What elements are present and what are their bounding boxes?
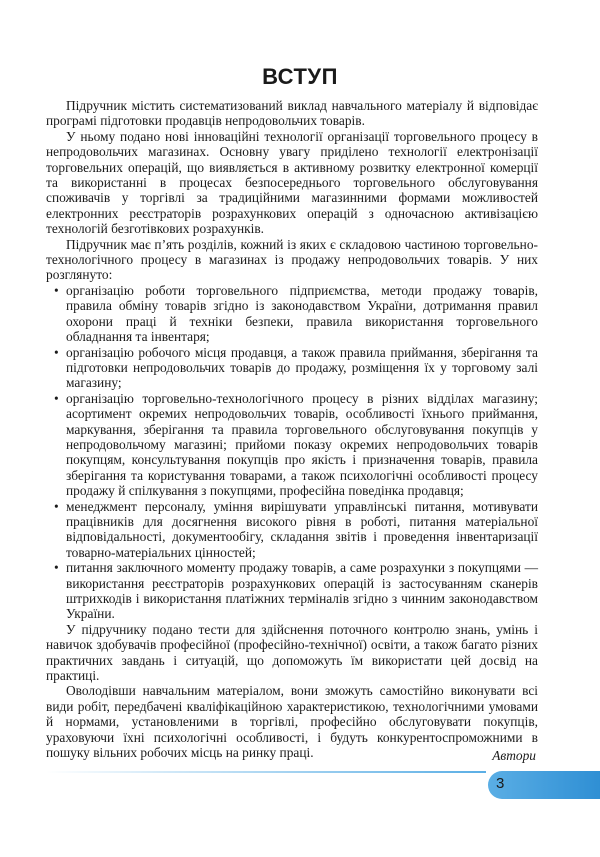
page-title: ВСТУП [262,64,338,89]
paragraph-closing-1: У підручнику подано тести для здійснення поточного контролю знань, умінь і навичок здобувачів професійної (професійно-технічної) освіти, а також багато різних практичних завдань і ситуацій, що допоможуть їм використати цей досвід на практиці. [46,621,538,684]
page-number-tab [488,771,600,799]
paragraph-intro-3: Підручник має п’ять розділів, кожний із яких є складовою частиною торговельно-технологічного процесу в магазинах із продажу непродовольчих товарів. У них розглянуто: [46,236,538,283]
topics-list [46,283,538,622]
footer-rule [46,771,486,773]
signature: Автори [492,748,536,763]
paragraph-intro-1: Підручник містить систематизований виклад навчального матеріалу й відповідає програмі підготовки продавців непродовольчих товарів. [46,98,538,129]
list-item: • організацію робочого місця продавця, а також правила приймання, зберігання та підготовки непродовольчих товарів до продажу, розміщення їх у торговому залі магазину; [46,345,538,391]
paragraph-closing-2: Оволодівши навчальним матеріалом, вони зможуть самостійно виконувати всі види робіт, передбачені кваліфікаційною характеристикою, технологічними умовами й нормами, установленими в торгівлі, професійно обслуговувати покупців, ураховуючи їхні психологічні особливості, і будуть конкурентоспроможними в пошуку вільних робочих місць на ринку праці. [46,683,538,761]
list-item: • організацію торговельно-технологічного процесу в різних відділах магазину; асортимент окремих непродовольчих товарів, особливості їхнього приймання, маркування, зберігання та правила торговельного обслуговування покупців у непродовольчому магазині; прийоми показу окремих непродовольчих товарів покупцям, консультування покупців про якість і призначення товарів, правила зберігання та користування товарами, а також психологічні особливості процесу продажу й спілкування з покупцями, професійна поведінка продавця; [46,391,538,499]
paragraph-intro-2: У ньому подано нові інноваційні технології організації торговельного процесу в непродовольчих магазинах. Основну увагу приділено технології електронізації торговельних операцій, що виявляється в активному розвитку електронної комерції та використанні в процесах безпосереднього торговельного обслуговування споживачів у торгівлі за традиційними магазинними формами можливостей електронних реєстраторів розрахункових операцій з одночасною активізацією технологій безготівкових розрахунків. [46,128,538,237]
list-item: • питання заключного моменту продажу товарів, а саме розрахунки з покупцями — використання реєстраторів розрахункових операцій із застосуванням сканерів штрихкодів і використання платіжних терміналів згідно з чинним законодавством України. [46,560,538,622]
list-item: • організацію роботи торговельного підприємства, методи продажу товарів, правила обміну товарів згідно із законодавством України, дотримання правил охорони праці й техніки безпеки, правила використання торговельного обладнання та інвентаря; [46,283,538,345]
body-text [46,98,538,760]
list-item: • менеджмент персоналу, уміння вирішувати управлінські питання, мотивувати працівників для досягнення високого рівня в роботі, питання матеріальної відповідальності, документообігу, складання звітів і проведення інвентаризації товарно-матеріальних цінностей; [46,499,538,561]
page-number: 3 [496,775,505,792]
